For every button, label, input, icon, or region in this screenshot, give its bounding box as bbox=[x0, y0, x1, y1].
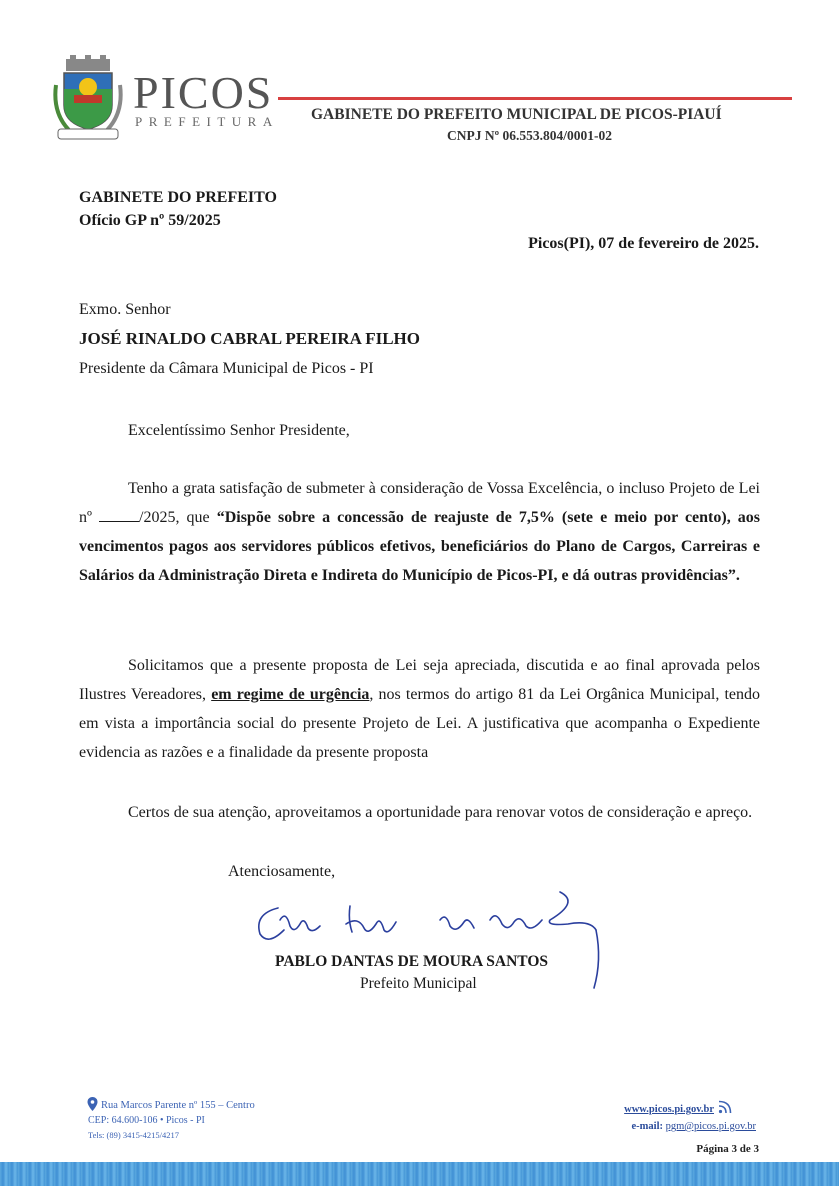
header-rule bbox=[278, 97, 792, 100]
handwritten-signature bbox=[250, 880, 620, 990]
salutation: Excelentíssimo Senhor Presidente, bbox=[128, 422, 350, 439]
footer-address bbox=[88, 1098, 255, 1143]
paragraph-bill-submission bbox=[79, 474, 760, 590]
logo-wordmark: PICOS bbox=[133, 67, 274, 118]
department-heading: GABINETE DO PREFEITO bbox=[79, 189, 277, 206]
email-label: e-mail: bbox=[631, 1121, 666, 1132]
paragraph-closing-remarks bbox=[79, 798, 760, 827]
p1-text-b: /2025, que bbox=[139, 509, 217, 526]
footer-color-band bbox=[0, 1162, 839, 1186]
address-phones: Tels: (89) 3415-4215/4217 bbox=[88, 1130, 180, 1140]
bill-summary: “Dispõe sobre a concessão de reajuste de 7,5% (sete e meio por cento), aos vencimentos pagos aos servidores públicos efetivos, beneficiários do Plano de Cargos, Carreiras e Salários da Administração Direta e Indireta do Município de Picos-PI, e dá outras providências”. bbox=[79, 509, 760, 584]
paragraph-urgency-request bbox=[79, 651, 760, 767]
p1-text-a: Tenho a grata satisfação de submeter à consideração de Vossa Excelência, o incluso Projeto de Lei nº bbox=[79, 480, 760, 526]
p3-text: Certos de sua atenção, aproveitamos a oportunidade para renovar votos de consideração e apreço. bbox=[128, 804, 753, 821]
signer-role: Prefeito Municipal bbox=[360, 975, 477, 992]
website-link[interactable]: www.picos.pi.gov.br bbox=[624, 1104, 714, 1115]
logo-subtitle: PREFEITURA bbox=[135, 114, 279, 129]
bill-number-blank bbox=[99, 507, 139, 522]
letter-reference: Ofício GP nº 59/2025 bbox=[79, 212, 221, 229]
city-coat-of-arms-icon bbox=[52, 55, 124, 143]
signer-name: PABLO DANTAS DE MOURA SANTOS bbox=[275, 953, 549, 970]
address-street: Rua Marcos Parente nº 155 – Centro bbox=[101, 1100, 255, 1111]
footer-email bbox=[632, 1121, 756, 1132]
closing-phrase: Atenciosamente, bbox=[228, 863, 336, 880]
urgency-phrase: em regime de urgência bbox=[211, 686, 370, 703]
recipient-name: JOSÉ RINALDO CABRAL PEREIRA FILHO bbox=[79, 329, 421, 348]
page-number: Página 3 de 3 bbox=[696, 1143, 759, 1155]
address-greeting: Exmo. Senhor bbox=[79, 301, 171, 318]
rss-icon bbox=[718, 1100, 732, 1114]
cnpj-number: CNPJ Nº 06.553.804/0001-02 bbox=[447, 128, 612, 143]
office-title: GABINETE DO PREFEITO MUNICIPAL DE PICOS-PIAUÍ bbox=[311, 106, 722, 123]
letter-date: Picos(PI), 07 de fevereiro de 2025. bbox=[528, 235, 759, 252]
p2-text-a: Solicitamos que a presente proposta de Lei seja apreciada, discutida e ao final aprovada pelos Ilustres Vereadores, bbox=[79, 657, 760, 703]
recipient-role: Presidente da Câmara Municipal de Picos - PI bbox=[79, 360, 374, 377]
address-cep: CEP: 64.600-106 • Picos - PI bbox=[88, 1115, 205, 1126]
p2-text-b: , nos termos do artigo 81 da Lei Orgânica Municipal, tendo em vista a importância social do presente Projeto de Lei. A justificativa que acompanha o Expediente evidencia as razões e a finalidade da presente proposta bbox=[79, 686, 761, 761]
email-link[interactable]: pgm@picos.pi.gov.br bbox=[665, 1121, 756, 1132]
